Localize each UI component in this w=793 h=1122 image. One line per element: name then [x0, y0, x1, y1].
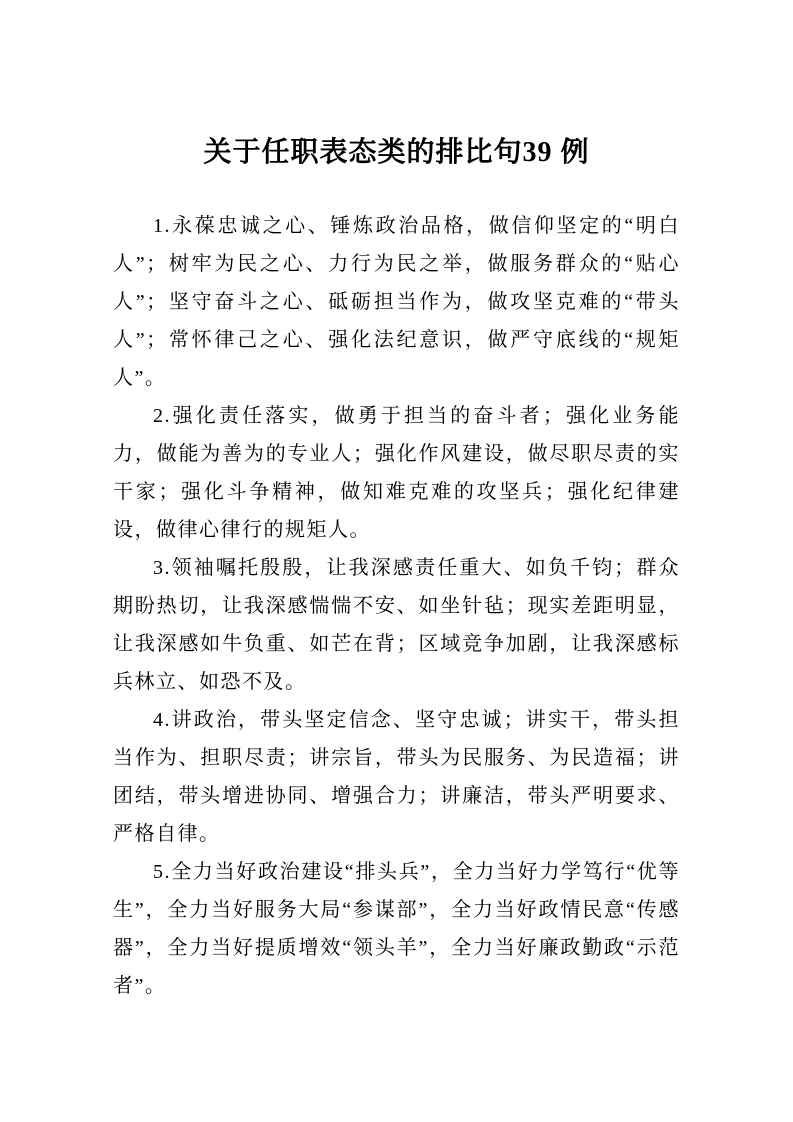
paragraph-3: 3.领袖嘱托殷殷，让我深感责任重大、如负千钧；群众期盼热切，让我深感惴惴不安、如坐针毡；现实差距明显，让我深感如牛负重、如芒在背；区域竞争加剧，让我深感标兵林立、如恐不及。	[113, 557, 680, 693]
paragraph-1: 1.永葆忠诚之心、锤炼政治品格，做信仰坚定的“明白人”；树牢为民之心、力行为民之举，做服务群众的“贴心人”；坚守奋斗之心、砥砺担当作为，做攻坚克难的“带头人”；常怀律己之心、强化法纪意识，做严守底线的“规矩人”。	[113, 215, 680, 389]
paragraph-5: 5.全力当好政治建设“排头兵”，全力当好力学笃行“优等生”，全力当好服务大局“参谋部”，全力当好政情民意“传感器”，全力当好提质增效“领头羊”，全力当好廉政勤政“示范者”。	[113, 861, 680, 997]
document-title: 关于任职表态类的排比句39 例	[203, 137, 590, 168]
document-body	[0, 207, 793, 1005]
paragraph-2: 2.强化责任落实，做勇于担当的奋斗者；强化业务能力，做能为善为的专业人；强化作风建设，做尽职尽责的实干家；强化斗争精神，做知难克难的攻坚兵；强化纪律建设，做律心律行的规矩人。	[113, 405, 680, 541]
paragraph-4: 4.讲政治，带头坚定信念、坚守忠诚；讲实干，带头担当作为、担职尽责；讲宗旨，带头为民服务、为民造福；讲团结，带头增进协同、增强合力；讲廉洁，带头严明要求、严格自律。	[113, 709, 680, 845]
